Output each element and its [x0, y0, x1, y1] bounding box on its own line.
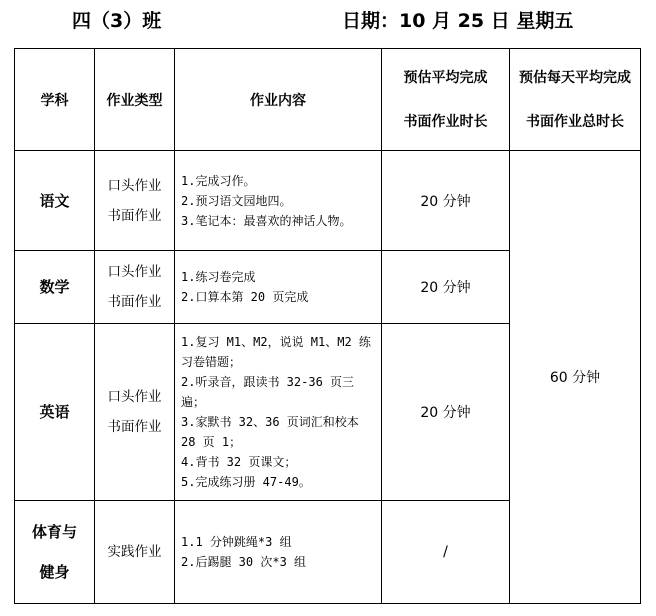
- date-title: 日期：10 月 25 日 星期五: [342, 10, 574, 32]
- subject-cell: 语文: [15, 151, 95, 251]
- subject-cell: 英语: [15, 324, 95, 501]
- type-cell: 口头作业 书面作业: [95, 324, 175, 501]
- avg-time-cell: /: [382, 501, 510, 604]
- content-cell: 1.练习卷完成 2.口算本第 20 页完成: [175, 251, 382, 324]
- class-title: 四（3）班: [72, 10, 162, 32]
- type-cell: 口头作业 书面作业: [95, 151, 175, 251]
- total-time-cell: 60 分钟: [510, 151, 641, 604]
- subject-cell: 体育与 健身: [15, 501, 95, 604]
- type-cell: 实践作业: [95, 501, 175, 604]
- table-header-row: [15, 49, 641, 151]
- content-cell: 1.1 分钟跳绳*3 组 2.后踢腿 30 次*3 组: [175, 501, 382, 604]
- avg-time-cell: 20 分钟: [382, 151, 510, 251]
- col-header-content: 作业内容: [175, 49, 382, 151]
- col-header-type: 作业类型: [95, 49, 175, 151]
- content-cell: 1.完成习作。 2.预习语文园地四。 3.笔记本：最喜欢的神话人物。: [175, 151, 382, 251]
- col-header-subject: 学科: [15, 49, 95, 151]
- homework-table: [14, 48, 641, 604]
- col-header-avg-time: 预估平均完成 书面作业时长: [382, 49, 510, 151]
- avg-time-cell: 20 分钟: [382, 324, 510, 501]
- type-cell: 口头作业 书面作业: [95, 251, 175, 324]
- avg-time-cell: 20 分钟: [382, 251, 510, 324]
- col-header-total-time: 预估每天平均完成 书面作业总时长: [510, 49, 641, 151]
- content-cell: 1.复习 M1、M2，说说 M1、M2 练 习卷错题； 2.听录音，跟读书 32-36 页三 遍； 3.家默书 32、36 页词汇和校本 28 页 1； 4.背书 32 页课文； 5.完成练习册 47-49。: [175, 324, 382, 501]
- subject-cell: 数学: [15, 251, 95, 324]
- table-row-chinese: [15, 151, 641, 251]
